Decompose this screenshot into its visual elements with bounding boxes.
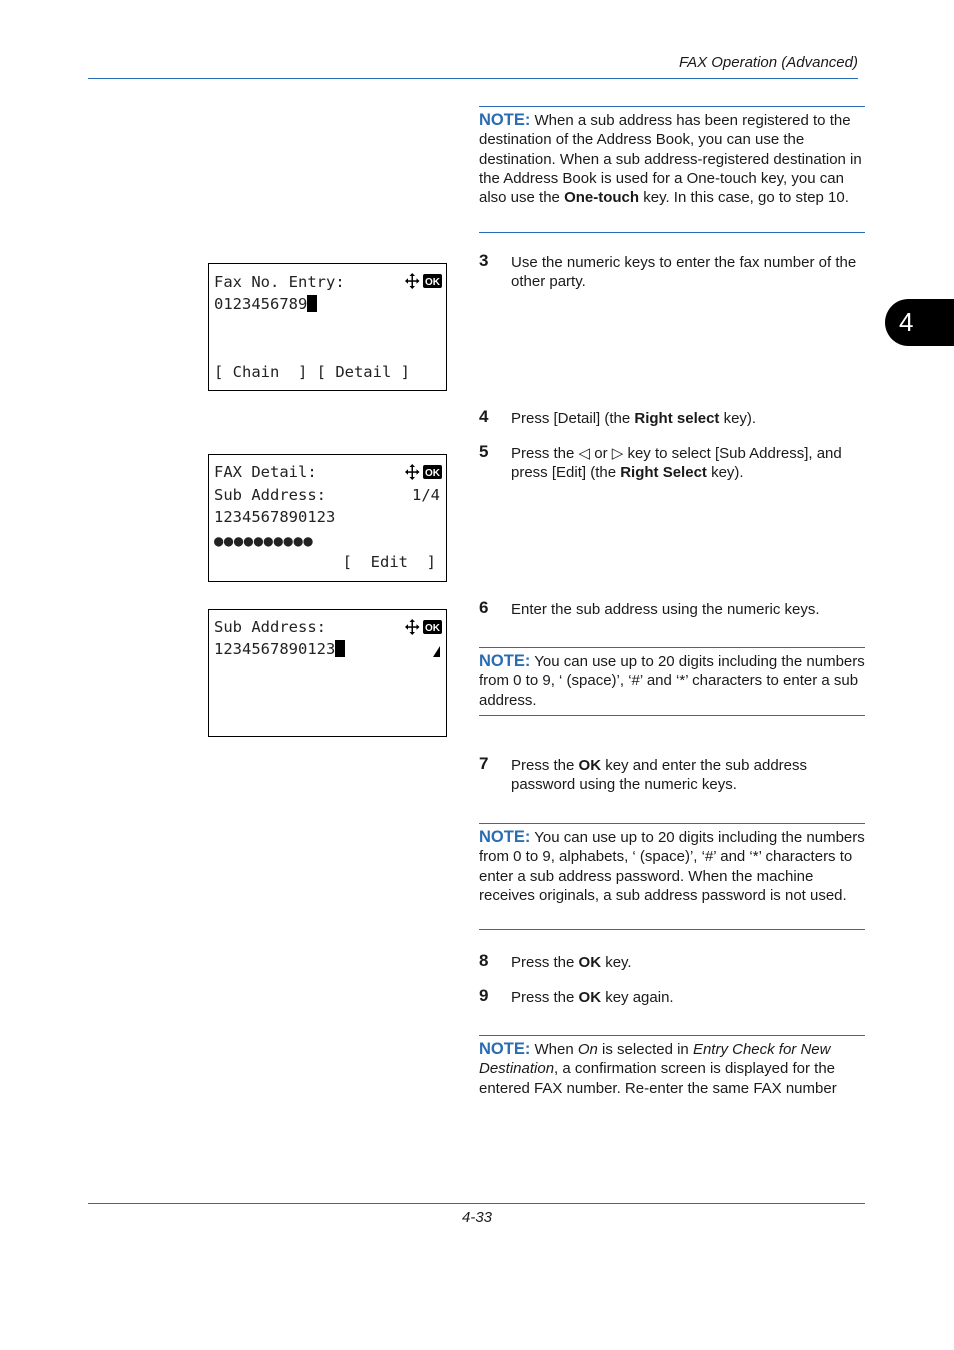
step-number: 8 bbox=[479, 951, 489, 970]
note-label: NOTE: bbox=[479, 652, 531, 670]
lcd-fax-detail bbox=[208, 454, 447, 582]
step-4 bbox=[479, 409, 865, 428]
header-title: FAX Operation (Advanced) bbox=[679, 54, 858, 71]
lcd-sub-address-value: 1234567890123 bbox=[214, 508, 336, 526]
step-text: Press the OK key. bbox=[511, 954, 632, 971]
step-9 bbox=[479, 988, 865, 1007]
footer-rule bbox=[88, 1203, 865, 1204]
lcd-softkeys: [ Chain ] [ Detail ] bbox=[214, 363, 410, 381]
nav-ok-icon bbox=[405, 619, 443, 635]
note-text: You can use up to 20 digits including the numbers from 0 to 9, alphabets, ‘ (space)’, ‘#’ and ‘*’ characters to enter a sub address password. When the machine receives originals, a sub address password is not used. bbox=[479, 829, 865, 904]
step-number: 5 bbox=[479, 442, 489, 461]
lcd-password-mask: ●●●●●●●●●● bbox=[214, 532, 314, 550]
page-header bbox=[88, 52, 858, 79]
step-8 bbox=[479, 953, 865, 972]
chapter-tab: 4 bbox=[885, 299, 954, 346]
ok-key-icon bbox=[423, 274, 442, 288]
nav-ok-icon bbox=[405, 273, 443, 289]
lcd-page-indicator: 1/4 bbox=[412, 486, 440, 504]
step-number: 7 bbox=[479, 754, 489, 773]
lcd-title: Sub Address: bbox=[214, 618, 326, 636]
step-text: Press the OK key again. bbox=[511, 989, 674, 1006]
step-3 bbox=[479, 253, 865, 292]
step-text: Press [Detail] (the Right select key). bbox=[511, 410, 757, 427]
ok-key-icon bbox=[423, 620, 442, 634]
nav-cross-icon bbox=[405, 273, 420, 289]
input-mode-triangle-icon bbox=[433, 646, 440, 657]
note-sub-address-digits bbox=[479, 647, 865, 716]
step-number: 6 bbox=[479, 598, 489, 617]
text-cursor bbox=[307, 295, 317, 312]
page-number: 4-33 bbox=[461, 1209, 493, 1226]
note-bold: One-touch bbox=[564, 189, 640, 207]
lcd-sub-address-input: 1234567890123 bbox=[214, 640, 345, 658]
svg-text:OK: OK bbox=[425, 623, 440, 634]
note-label: NOTE: bbox=[479, 111, 531, 129]
step-text: Press the ◁ or ▷ key to select [Sub Address], and press [Edit] (the Right Select key). bbox=[511, 445, 842, 482]
svg-text:OK: OK bbox=[425, 468, 440, 479]
lcd-title: FAX Detail: bbox=[214, 463, 317, 481]
lcd-title: Fax No. Entry: bbox=[214, 273, 345, 291]
nav-cross-icon bbox=[405, 464, 420, 480]
nav-cross-icon bbox=[405, 619, 420, 635]
step-7 bbox=[479, 756, 865, 795]
lcd-fax-number: 0123456789 bbox=[214, 295, 317, 313]
nav-ok-icon bbox=[405, 464, 443, 480]
svg-text:OK: OK bbox=[425, 277, 440, 288]
note-label: NOTE: bbox=[479, 1040, 531, 1058]
note-sub-address-password bbox=[479, 823, 865, 930]
note-label: NOTE: bbox=[479, 828, 531, 846]
lcd-item-label: Sub Address: bbox=[214, 486, 326, 504]
note-text: When a sub address has been registered to the destination of the Address Book, you can use the destination. When a sub address-registered destination in the Address Book is used for a One-touch key, you can also use the bbox=[479, 112, 862, 207]
step-text: Press the OK key and enter the sub address password using the numeric keys. bbox=[511, 757, 807, 794]
step-text: Use the numeric keys to enter the fax number of the other party. bbox=[511, 254, 857, 291]
ok-key-icon bbox=[423, 465, 442, 479]
note-sub-address-book bbox=[479, 106, 865, 233]
lcd-softkeys: [ Edit ] bbox=[342, 553, 436, 571]
step-number: 4 bbox=[479, 407, 489, 426]
note-text: You can use up to 20 digits including the numbers from 0 to 9, ‘ (space)’, ‘#’ and ‘*’ characters to enter a sub address. bbox=[479, 653, 865, 709]
step-6 bbox=[479, 600, 865, 619]
note-entry-check: NOTE: When On is selected in Entry Check for New Destination, a confirmation screen is displayed for the entered FAX number. Re-enter the same FAX number bbox=[479, 1035, 865, 1101]
step-5 bbox=[479, 444, 865, 483]
lcd-fax-no-entry bbox=[208, 263, 447, 391]
step-text: Enter the sub address using the numeric keys. bbox=[511, 601, 820, 618]
step-number: 9 bbox=[479, 986, 489, 1005]
lcd-sub-address bbox=[208, 609, 447, 737]
text-cursor bbox=[335, 640, 345, 657]
step-number: 3 bbox=[479, 251, 489, 270]
note-text: key. In this case, go to step 10. bbox=[639, 189, 849, 207]
